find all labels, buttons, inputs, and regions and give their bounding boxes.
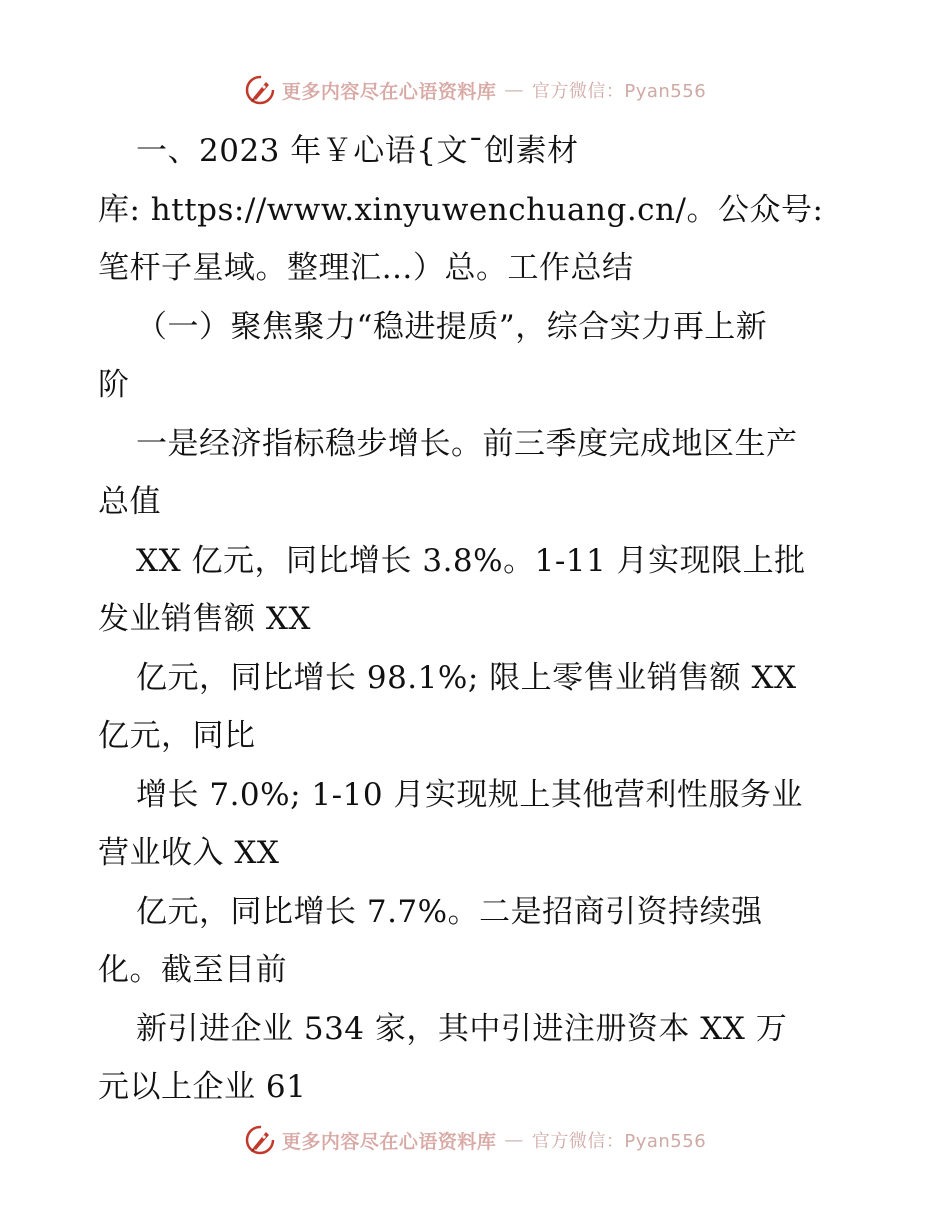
text-line: 一、2023 年￥心语{文¯创素材 [136, 133, 579, 169]
quill-pen-circle-icon [244, 74, 276, 106]
text-line: 亿元，同比增长 98.1%; 限上零售业销售额 XX [136, 659, 797, 696]
text-line: 营业收入 XX [98, 835, 280, 871]
text-line: 发业销售额 XX [98, 601, 311, 637]
text-line: （一）聚焦聚力“稳进提质”，综合实力再上新 [136, 308, 768, 345]
text-line: XX 亿元，同比增长 3.8%。1-11 月实现限上批 [136, 542, 806, 579]
footer-banner-wechat: 官方微信：Pyan556 [531, 1131, 707, 1152]
text-line: 笔杆子星域。整理汇…）总。工作总结 [98, 250, 634, 286]
text-line: 亿元，同比增长 7.7%。二是招商引资持续强 [136, 893, 763, 930]
text-line: 亿元，同比 [98, 718, 256, 754]
header-banner-content [244, 74, 706, 106]
text-line: 新引进企业 534 家，其中引进注册资本 XX 万 [136, 1010, 788, 1047]
footer-banner [0, 1120, 950, 1160]
quill-pen-circle-icon [244, 1124, 276, 1156]
footer-banner-separator: — [504, 1129, 524, 1151]
header-banner-separator: — [504, 79, 524, 101]
document-body [98, 122, 858, 1117]
footer-banner-title: 更多内容尽在心语资料库 [281, 1130, 497, 1153]
header-banner-wechat: 官方微信：Pyan556 [531, 81, 707, 102]
header-banner-title: 更多内容尽在心语资料库 [281, 80, 497, 103]
text-line: 总值 [98, 484, 161, 520]
header-banner [0, 70, 950, 110]
text-line: 增长 7.0%; 1-10 月实现规上其他营利性服务业 [136, 776, 803, 813]
text-line: 化。截至目前 [98, 952, 287, 988]
text-line: 一是经济指标稳步增长。前三季度完成地区生产 [136, 425, 798, 462]
text-line: 阶 [98, 367, 130, 403]
text-line: 库: https://www.xinyuwenchuang.cn/。公众号: [98, 191, 824, 228]
footer-banner-content [244, 1124, 706, 1156]
text-line: 元以上企业 61 [98, 1069, 307, 1105]
